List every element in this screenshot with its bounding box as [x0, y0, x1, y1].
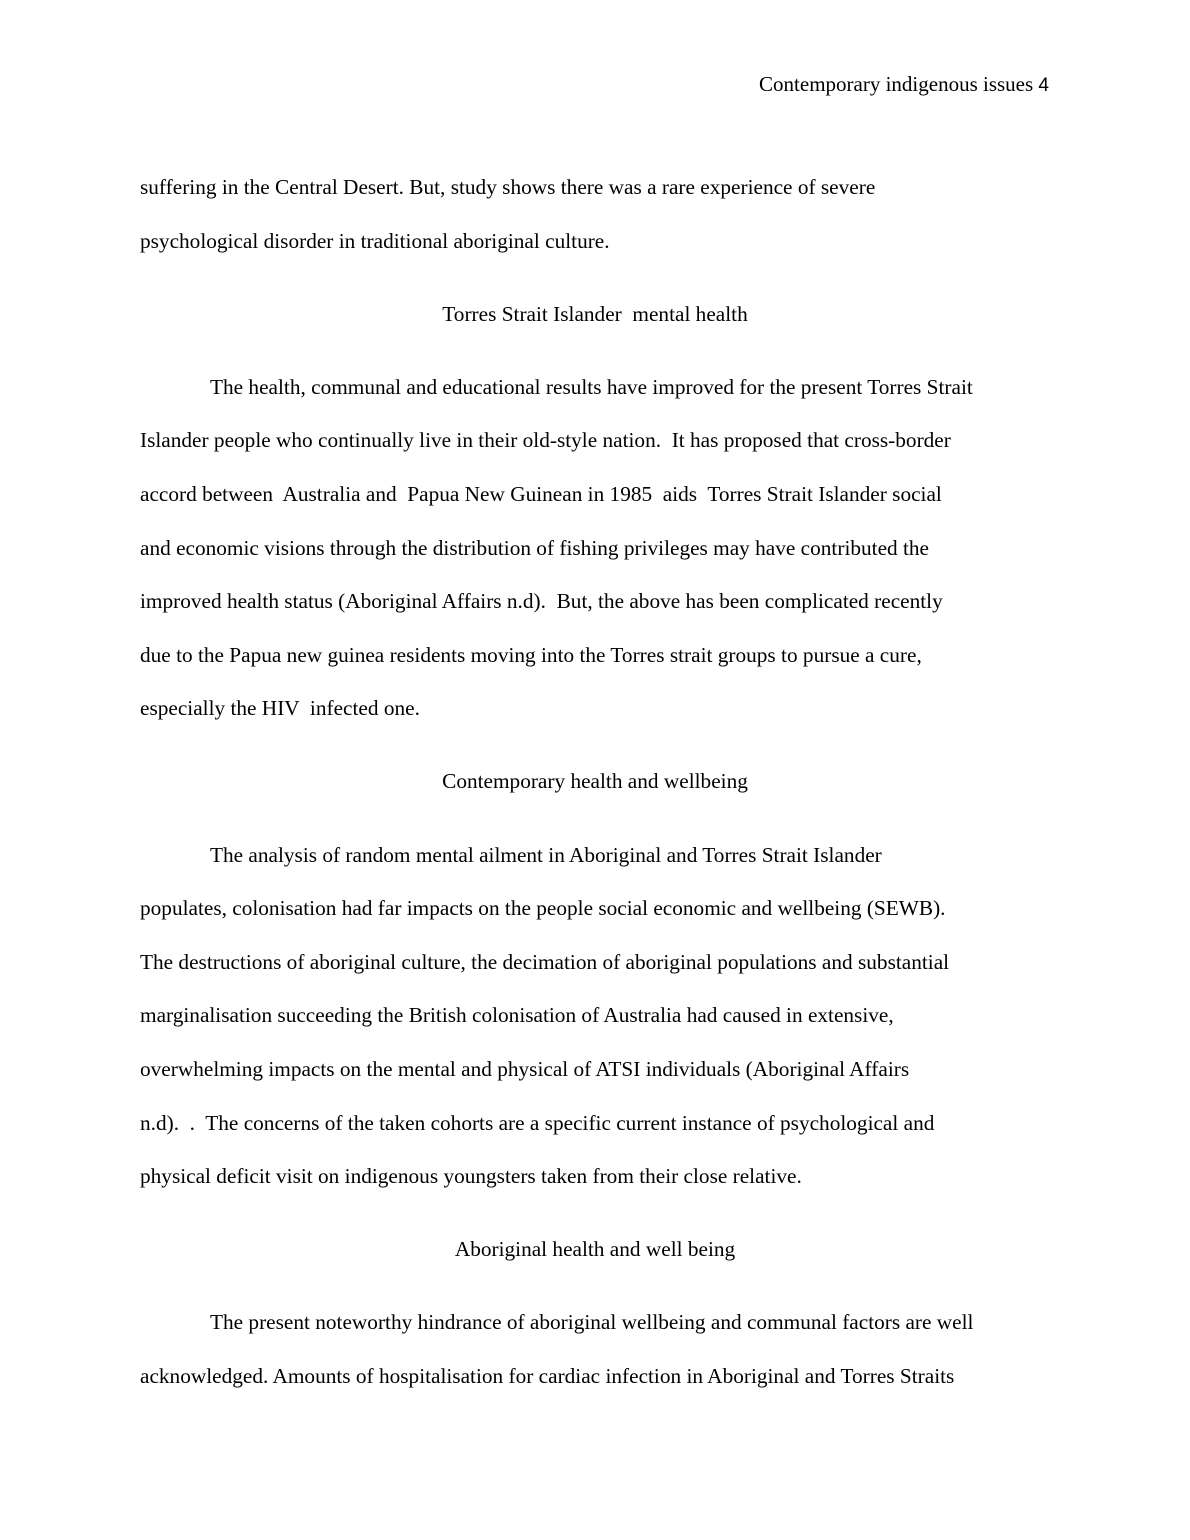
page-number: 4	[1038, 75, 1049, 96]
section-heading: Contemporary health and wellbeing	[442, 769, 748, 794]
paragraph-line: especially the HIV infected one.	[140, 696, 420, 721]
running-head-title: Contemporary indigenous issues	[759, 72, 1034, 96]
section-heading: Torres Strait Islander mental health	[442, 301, 748, 326]
paragraph-line: accord between Australia and Papua New Guinean in 1985 aids Torres Strait Islander social	[140, 481, 942, 506]
paragraph-line: suffering in the Central Desert. But, study shows there was a rare experience of severe	[140, 175, 876, 199]
paragraph-line: The present noteworthy hindrance of aboriginal wellbeing and communal factors are well	[210, 1310, 974, 1335]
paragraph-line: improved health status (Aboriginal Affairs n.d). But, the above has been complicated recently	[140, 589, 943, 614]
paragraph-line: overwhelming impacts on the mental and physical of ATSI individuals (Aboriginal Affairs	[140, 1056, 910, 1081]
paragraph-line: due to the Papua new guinea residents moving into the Torres strait groups to pursue a cure,	[140, 642, 922, 667]
paragraph-line: Islander people who continually live in their old-style nation. It has proposed that cross-border	[140, 428, 951, 453]
paragraph-line: The destructions of aboriginal culture, the decimation of aboriginal populations and substantial	[140, 949, 950, 974]
paragraph-line: n.d). . The concerns of the taken cohorts are a specific current instance of psychological and	[140, 1110, 935, 1135]
paragraph-line: acknowledged. Amounts of hospitalisation for cardiac infection in Aboriginal and Torres Straits	[140, 1363, 955, 1388]
paragraph-line: populates, colonisation had far impacts on the people social economic and wellbeing (SEWB).	[140, 896, 946, 921]
paragraph-line: physical deficit visit on indigenous youngsters taken from their close relative.	[140, 1164, 802, 1189]
document-body	[140, 161, 1050, 1403]
paragraph-line: and economic visions through the distribution of fishing privileges may have contributed the	[140, 535, 930, 560]
paragraph-line: psychological disorder in traditional aboriginal culture.	[140, 228, 610, 253]
paragraph-line: marginalisation succeeding the British colonisation of Australia had caused in extensive,	[140, 1003, 894, 1028]
paragraph-line: The health, communal and educational results have improved for the present Torres Strait	[210, 374, 973, 399]
running-head	[759, 70, 1049, 100]
section-heading: Aboriginal health and well being	[454, 1237, 736, 1262]
paragraph-line: The analysis of random mental ailment in Aboriginal and Torres Strait Islander	[210, 842, 882, 867]
